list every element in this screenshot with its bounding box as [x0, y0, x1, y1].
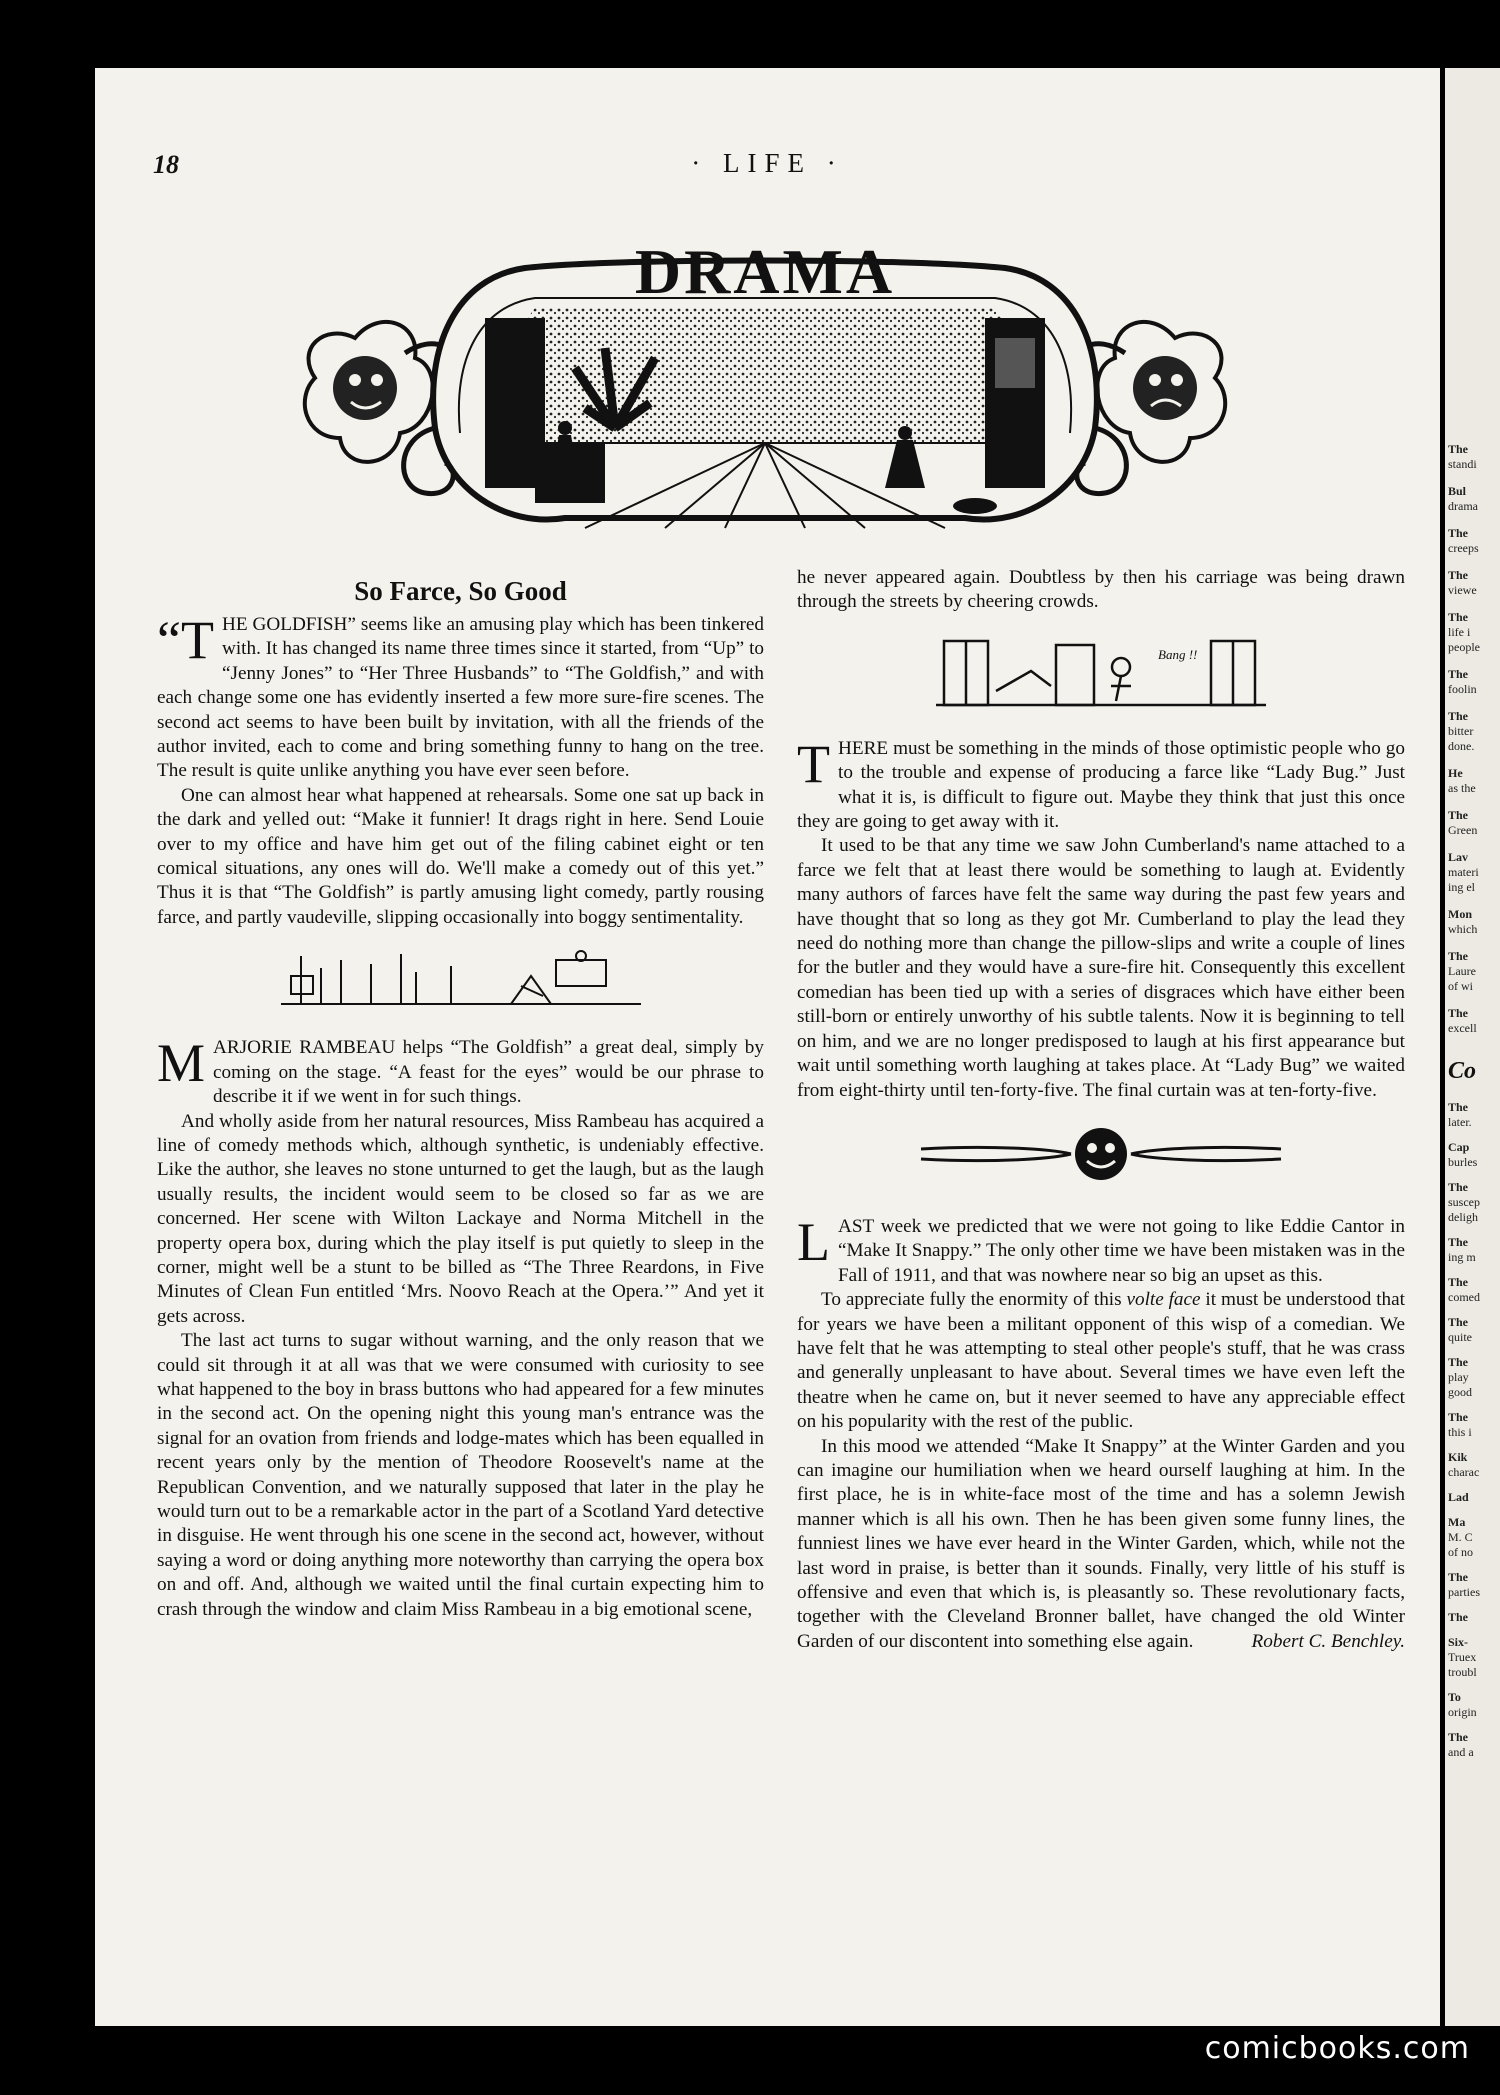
facing-page-fragment: quite [1448, 1330, 1472, 1344]
facing-page-fragment: Lad [1448, 1490, 1469, 1504]
facing-page-fragment: ing m [1448, 1250, 1476, 1264]
facing-page-fragment: drama [1448, 499, 1478, 513]
facing-page-edge [1445, 68, 1500, 2026]
facing-page-fragment: The [1448, 1610, 1469, 1624]
author-signature: Robert C. Benchley. [1251, 1630, 1405, 1652]
facing-page-fragment: The [1448, 808, 1469, 822]
article3-paragraph-1: LAST week we predicted that we were not going to like Eddie Cantor in “Make It Snappy.” The only other time we have been mistaken was in the Fall of 1911, and that was nowhere near so big an upset as this. [797, 1211, 1405, 1286]
facing-page-fragment: Truex [1448, 1650, 1477, 1664]
facing-page-fragment: deligh [1448, 1210, 1478, 1224]
facing-page-fragment: creeps [1448, 541, 1479, 555]
facing-page-fragment: and a [1448, 1745, 1474, 1759]
facing-page-fragment: M. C [1448, 1530, 1473, 1544]
page-number: 18 [153, 150, 179, 179]
facing-page-fragment: Bul [1448, 484, 1467, 498]
stage-scene-vignette [281, 946, 641, 1010]
facing-page-fragment: bitter [1448, 724, 1474, 738]
facing-page-fragment: The [1448, 1180, 1469, 1194]
cartoon-caption: Bang !! [1158, 646, 1198, 662]
facing-page-fragment: good [1448, 1385, 1472, 1399]
facing-page-fragment: Mon [1448, 907, 1472, 921]
facing-page-fragment: The [1448, 949, 1469, 963]
facing-page-fragment: which [1448, 922, 1478, 936]
article1-paragraph-2: One can almost hear what happened at rehearsals. Some one sat up back in the dark and yelled out: “Make it funnier! It drags right in here. Send Louie over to my office and have him get out of the filing cabinet eight or ten comical situations, any ones will do. We'll make a comedy out of this yet.” Thus it is that “The Goldfish” is partly amusing light comedy, partly rousing farce, and partly vaudeville, slipping occasionally into boggy sentimentality. [157, 784, 764, 928]
facing-page-fragment: Cap [1448, 1140, 1470, 1154]
article1-paragraph-1: “T HE GOLDFISH” seems like an amusing play which has been tinkered with. It has changed its name three times since it started, from “Up” to “Jenny Jones” to “Her Three Husbands” to “The Goldfish,” and with each change some one has evidently inserted a few more sure-fire scenes. The second act seems to have been built by invitation, with all the friends of the author invited, each to come and bring something funny to hang on the tree. The result is quite unlike anything you have ever seen before. [157, 610, 764, 782]
article2-paragraph-1: THERE must be something in the minds of those optimistic people who go to the trouble and expense of producing a farce like “Lady Bug.” Just what it is, is difficult to figure out. Maybe they think that just this once they are going to get away with it. [797, 733, 1405, 833]
facing-page-fragment: Six- [1448, 1635, 1469, 1649]
article1-paragraph-5-continued: he never appeared again. Doubtless by then his carriage was being drawn through the streets by cheering crowds. [797, 567, 1405, 613]
facing-page-fragment: The [1448, 1730, 1469, 1744]
article1-paragraph-4: And wholly aside from her natural resources, Miss Rambeau has acquired a line of comedy methods which, although synthetic, is undeniably effective. Like the author, she leaves no stone unturned to get the laugh, but as the laugh usually results, the incident would seem to be closed so far as we are concerned. Her scene with Wilton Lackaye and Norma Mitchell in the property opera box, during which the play itself is put quietly to sleep in the corner, might well be a stunt to be billed as “The Three Reardons, in Five Minutes of Clean Fun entitled ‘Mrs. Noovo Reach at the Opera.’” And yet it gets across. [157, 1110, 764, 1327]
article2-paragraph-2: It used to be that any time we saw John Cumberland's name attached to a farce we felt that at least there would be something to laugh at. Evidently many authors of farces have felt the same way during the past few years and have thought that so long as they got Mr. Cumberland to play the lead they need do nothing more than change the pillow-slips and write a couple of lines for the butler and they would have a sure-fire hit. Consequently this excellent comedian has been tied up with a series of disgraces which have either been still-born or entirely unworthy of his subtle talents. Now it is beginning to tell on him, and we are no longer predisposed to laugh at his first appearance but wait until something worth laughing at takes place. At “Lady Bug” we waited from eight-thirty until ten-forty-five. The final curtain was at ten-forty-five. [797, 835, 1405, 1101]
article1-paragraph-5: The last act turns to sugar without warning, and the only reason that we could sit through it at all was that we were consumed with curiosity to see what happened to the boy in brass buttons who had appeared for a few minutes in the second act. On the opening night this young man's entrance was the signal for an ovation from friends and lodge-mates which has been equalled in recent years only by the mention of Theodore Roosevelt's name at the Republican Convention, and we naturally supposed that later in the play he would turn out to be a remarkable actor in the part of a Scotland Yard detective in disguise. He went through his one scene in the second act, however, without saying a word or doing anything more noteworthy than carrying the opera box on and off. And, although we waited until the final curtain expecting him to crash through the window and claim Miss Rambeau in a big emotional scene, [157, 1330, 764, 1620]
facing-page-fragment: excell [1448, 1021, 1477, 1035]
facing-page-fragment: burles [1448, 1155, 1478, 1169]
facing-page-fragment: The [1448, 1410, 1469, 1424]
facing-page-fragment: life i [1448, 625, 1471, 639]
facing-page-fragment: troubl [1448, 1665, 1477, 1679]
column-right [797, 566, 1405, 1654]
article-title: So Farce, So Good [354, 576, 567, 606]
facing-page-fragment: The [1448, 1235, 1469, 1249]
facing-page-fragment: He [1448, 766, 1463, 780]
facing-page-fragment: parties [1448, 1585, 1480, 1599]
facing-page-fragment: The [1448, 610, 1469, 624]
column-left [157, 575, 764, 1622]
facing-page-fragment: people [1448, 640, 1480, 654]
facing-page-fragment: The [1448, 1315, 1469, 1329]
facing-page-fragment: The [1448, 526, 1469, 540]
facing-page-fragment: suscep [1448, 1195, 1480, 1209]
facing-page-fragment: Kik [1448, 1450, 1468, 1464]
facing-page-fragment: The [1448, 568, 1469, 582]
facing-page-fragment: The [1448, 442, 1469, 456]
facing-page-fragment: of wi [1448, 979, 1473, 993]
facing-page-fragment: The [1448, 709, 1469, 723]
facing-page-fragment: charac [1448, 1465, 1480, 1479]
drama-banner-illustration [285, 228, 1245, 558]
facing-page-fragment: The [1448, 1100, 1469, 1114]
facing-page-fragment: To [1448, 1690, 1461, 1704]
facing-page-fragment: foolin [1448, 682, 1477, 696]
facing-page-fragment: this i [1448, 1425, 1472, 1439]
facing-page-fragment: standi [1448, 457, 1477, 471]
watermark-brand: comicbooks.com [1204, 2031, 1470, 2066]
facing-page-fragment: later. [1448, 1115, 1472, 1129]
facing-page-fragment: Laure [1448, 964, 1476, 978]
facing-page-heading-fragment: Co [1448, 1058, 1477, 1084]
facing-page-fragment: The [1448, 1275, 1469, 1289]
facing-page-fragment: comed [1448, 1290, 1480, 1304]
facing-page-fragment: Lav [1448, 850, 1469, 864]
facing-page-fragment: Ma [1448, 1515, 1466, 1529]
facing-page-fragment: of no [1448, 1545, 1473, 1559]
drop-cap: T [797, 733, 830, 794]
comedy-mask-divider [911, 1119, 1291, 1189]
drop-cap: L [797, 1211, 830, 1272]
door-slam-cartoon [936, 631, 1266, 711]
banner-word: DRAMA [634, 236, 896, 307]
drop-cap: M [157, 1033, 206, 1094]
facing-page-fragment: The [1448, 1355, 1469, 1369]
article1-paragraph-3: MARJORIE RAMBEAU helps “The Goldfish” a great deal, simply by coming on the stage. “A feast for the eyes” would be our phrase to describe it if we went in for such things. [157, 1033, 764, 1108]
article3-paragraph-3: In this mood we attended “Make It Snappy” at the Winter Garden and you can imagine our humiliation when we heard ourself laughing at him. In the first place, he is in white-face most of the time and has a solemn Jewish manner which is all his own. Then he has been given some funny lines, the funniest lines we have ever heard in the Winter Garden, which, while not the last word in praise, is better than it sounds. Finally, very little of his stuff is offensive and even that which is, is pleasantly so. These revolutionary facts, together with the Cleveland Bronner ballet, have changed the old Winter Garden of our discontent into something else again. Robert C. Benchley. [797, 1435, 1405, 1655]
facing-page-fragment: The [1448, 1006, 1469, 1020]
facing-page-fragment: viewe [1448, 583, 1477, 597]
facing-page-fragment: ing el [1448, 880, 1475, 894]
facing-page-fragment: Green [1448, 823, 1478, 837]
facing-page-fragment: origin [1448, 1705, 1477, 1719]
facing-page-fragment: done. [1448, 739, 1475, 753]
magazine-page [95, 68, 1440, 2026]
facing-page-fragment: as the [1448, 781, 1476, 795]
article3-paragraph-2: To appreciate fully the enormity of this volte face it must be understood that for years we have been a militant opponent of this wisp of a comedian. We have felt that he was attempting to steal other people's stuff, that he was crass and generally unpleasant to have about. Several times we have even left the theatre when he came on, but it never seemed to have any appreciable effect on his popularity with the rest of the public. [797, 1289, 1405, 1433]
facing-page-fragment: The [1448, 667, 1469, 681]
facing-page-fragment: materi [1448, 865, 1479, 879]
running-title: · LIFE · [691, 148, 844, 178]
drop-cap: “T [157, 610, 214, 670]
facing-page-fragment: play [1448, 1370, 1469, 1384]
facing-page-fragment: The [1448, 1570, 1469, 1584]
